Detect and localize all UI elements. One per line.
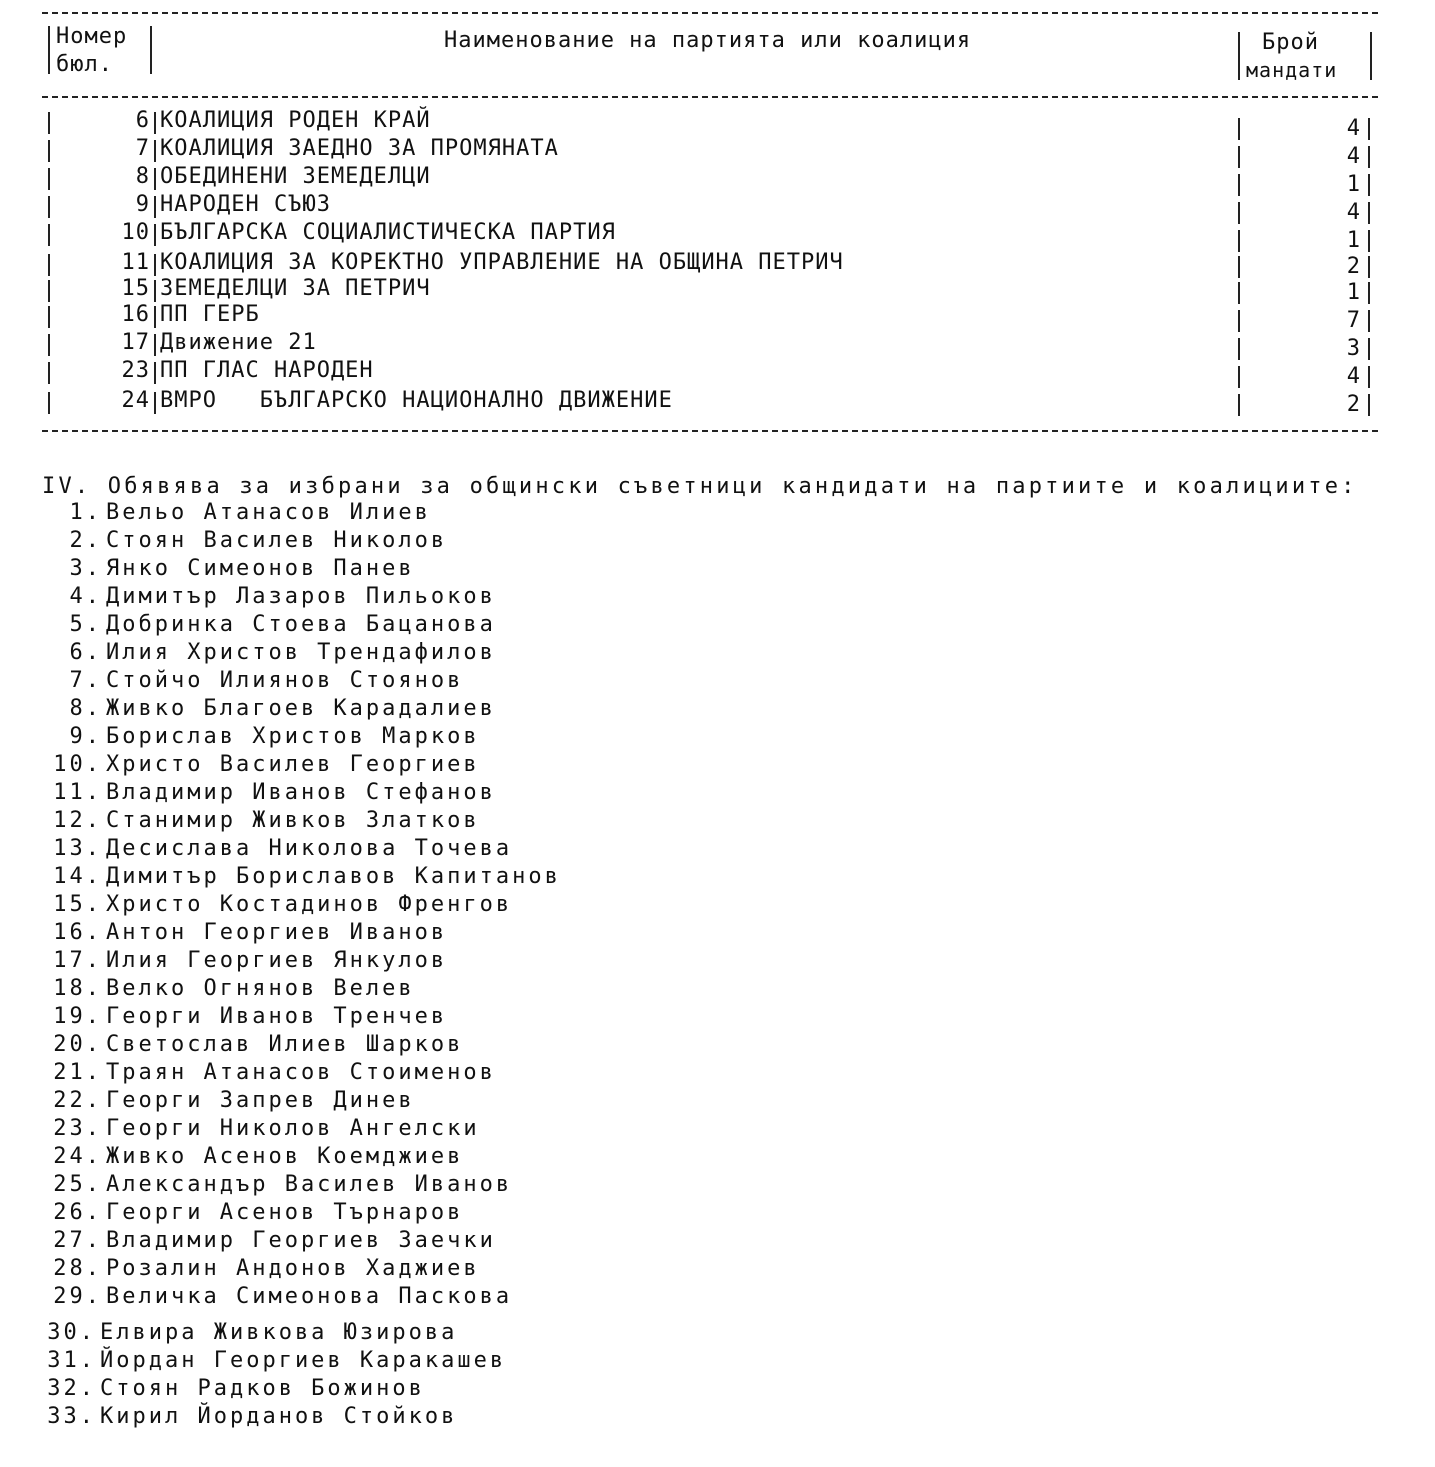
candidate-name: Светослав Илиев Шарков	[106, 1032, 464, 1057]
list-item	[40, 1284, 512, 1309]
seats-count: 4	[1346, 200, 1360, 225]
item-number: 12.	[53, 808, 102, 833]
party-name: ЗЕМЕДЕЛЦИ ЗА ПЕТРИЧ	[160, 276, 431, 301]
row-border	[154, 306, 156, 328]
list-item	[40, 1060, 496, 1085]
row-border	[1238, 394, 1240, 416]
header-seats-label-2: мандати	[1246, 58, 1338, 82]
seats-count: 1	[1346, 172, 1360, 197]
list-item	[40, 1200, 463, 1225]
list-item	[40, 1228, 496, 1253]
list-item	[40, 612, 496, 637]
item-number: 6.	[69, 640, 102, 665]
ballot-number: 6	[135, 108, 150, 133]
header-bottom-border	[42, 96, 1378, 98]
item-number: 33.	[47, 1404, 96, 1429]
candidate-name: Живко Благоев Карадалиев	[106, 696, 496, 721]
item-number: 8.	[69, 696, 102, 721]
item-number: 22.	[53, 1088, 102, 1113]
header-divider	[150, 26, 152, 74]
row-border	[1238, 366, 1240, 388]
ballot-number: 23	[121, 358, 150, 383]
table-bottom-border	[42, 430, 1378, 432]
ballot-number: 7	[135, 136, 150, 161]
ballot-number: 10	[121, 220, 150, 245]
party-name: БЪЛГАРСКА СОЦИАЛИСТИЧЕСКА ПАРТИЯ	[160, 220, 616, 245]
candidate-name: Велко Огнянов Велев	[106, 976, 415, 1001]
list-item	[34, 1376, 425, 1401]
list-item	[40, 1172, 512, 1197]
table-row	[0, 164, 1435, 197]
candidate-name: Димитър Бориславов Капитанов	[106, 864, 561, 889]
list-item	[40, 1116, 480, 1141]
row-border	[1238, 230, 1240, 252]
ballot-number: 16	[121, 302, 150, 327]
header-seats-label-1: Брой	[1262, 30, 1319, 55]
list-item	[40, 640, 496, 665]
header-divider	[1370, 32, 1372, 80]
item-number: 23.	[53, 1116, 102, 1141]
ballot-number: 24	[121, 388, 150, 413]
row-border	[154, 334, 156, 356]
item-number: 1.	[69, 500, 102, 525]
table-row	[0, 192, 1435, 225]
table-top-border	[42, 12, 1378, 14]
list-item	[40, 1032, 463, 1057]
row-border	[48, 112, 50, 134]
candidate-name: Десислава Николова Точева	[106, 836, 513, 861]
candidate-name: Добринка Стоева Бацанова	[106, 612, 496, 637]
list-item	[40, 668, 463, 693]
header-name-label: Наименование на партията или коалиция	[444, 28, 972, 53]
list-item	[34, 1404, 457, 1429]
row-border	[154, 224, 156, 246]
seats-count: 4	[1346, 116, 1360, 141]
ballot-number: 9	[135, 192, 150, 217]
list-item	[40, 976, 415, 1001]
candidate-name: Георги Асенов Търнаров	[106, 1200, 464, 1225]
row-border	[1368, 230, 1370, 252]
party-name: ПП ГЛАС НАРОДЕН	[160, 358, 374, 383]
item-number: 11.	[53, 780, 102, 805]
seats-count: 2	[1346, 392, 1360, 417]
seats-count: 1	[1346, 280, 1360, 305]
row-border	[154, 112, 156, 134]
item-number: 28.	[53, 1256, 102, 1281]
candidate-name: Христо Костадинов Френгов	[106, 892, 513, 917]
row-border	[154, 140, 156, 162]
list-item	[40, 780, 496, 805]
ballot-number: 17	[121, 330, 150, 355]
item-number: 2.	[69, 528, 102, 553]
item-number: 4.	[69, 584, 102, 609]
item-number: 5.	[69, 612, 102, 637]
seats-count: 1	[1346, 228, 1360, 253]
party-name: КОАЛИЦИЯ ЗА КОРЕКТНО УПРАВЛЕНИЕ НА ОБЩИНА ПЕТРИЧ	[160, 250, 844, 275]
list-item	[40, 1088, 415, 1113]
candidate-name: Антон Георгиев Иванов	[106, 920, 448, 945]
list-item	[40, 1144, 463, 1169]
item-number: 9.	[69, 724, 102, 749]
candidate-name: Георги Иванов Тренчев	[106, 1004, 448, 1029]
list-item	[40, 752, 480, 777]
candidate-name: Живко Асенов Коемджиев	[106, 1144, 464, 1169]
header-number-label-1: Номер	[56, 24, 128, 49]
row-border	[1368, 256, 1370, 278]
candidate-name: Траян Атанасов Стоименов	[106, 1060, 496, 1085]
candidate-name: Илия Христов Трендафилов	[106, 640, 496, 665]
seats-count: 3	[1346, 336, 1360, 361]
table-row	[0, 330, 1435, 361]
table-row	[0, 276, 1435, 304]
item-number: 18.	[53, 976, 102, 1001]
item-number: 31.	[47, 1348, 96, 1373]
ballot-number: 8	[135, 164, 150, 189]
list-item	[40, 808, 480, 833]
party-name: ПП ГЕРБ	[160, 302, 260, 327]
seats-count: 4	[1346, 144, 1360, 169]
list-item	[40, 724, 480, 749]
candidate-name: Йордан Георгиев Каракашев	[100, 1348, 507, 1373]
list-item	[40, 1256, 480, 1281]
item-number: 21.	[53, 1060, 102, 1085]
candidate-name: Георги Николов Ангелски	[106, 1116, 480, 1141]
row-border	[1368, 282, 1370, 304]
row-border	[48, 362, 50, 384]
ballot-number: 11	[121, 250, 150, 275]
table-row	[0, 108, 1435, 141]
row-border	[48, 334, 50, 356]
list-item	[40, 948, 447, 973]
item-number: 13.	[53, 836, 102, 861]
item-number: 25.	[53, 1172, 102, 1197]
list-item	[40, 836, 512, 861]
item-number: 30.	[47, 1320, 96, 1345]
candidate-name: Борислав Христов Марков	[106, 724, 480, 749]
table-row	[0, 250, 1435, 278]
row-border	[1368, 366, 1370, 388]
candidate-name: Христо Василев Георгиев	[106, 752, 480, 777]
row-border	[154, 362, 156, 384]
list-item	[40, 556, 415, 581]
item-number: 32.	[47, 1376, 96, 1401]
row-border	[48, 140, 50, 162]
row-border	[154, 280, 156, 302]
header-number-label-2: бюл.	[56, 52, 113, 77]
section-iv-title: IV. Обявява за избрани за общински съветници кандидати на партиите и коалициите:	[42, 474, 1358, 499]
item-number: 10.	[53, 752, 102, 777]
party-name: НАРОДЕН СЪЮЗ	[160, 192, 331, 217]
row-border	[48, 224, 50, 246]
item-number: 15.	[53, 892, 102, 917]
header-divider	[1238, 32, 1240, 80]
item-number: 19.	[53, 1004, 102, 1029]
candidate-name: Георги Запрев Динев	[106, 1088, 415, 1113]
candidate-name: Стойчо Илиянов Стоянов	[106, 668, 464, 693]
row-border	[1368, 394, 1370, 416]
row-border	[48, 254, 50, 276]
table-row	[0, 220, 1435, 253]
candidate-name: Станимир Живков Златков	[106, 808, 480, 833]
candidate-name: Александър Василев Иванов	[106, 1172, 513, 1197]
seats-count: 4	[1346, 364, 1360, 389]
candidate-name: Илия Георгиев Янкулов	[106, 948, 448, 973]
party-name: КОАЛИЦИЯ ЗАЕДНО ЗА ПРОМЯНАТА	[160, 136, 559, 161]
row-border	[1238, 338, 1240, 360]
candidate-name: Елвира Живкова Юзирова	[100, 1320, 458, 1345]
item-number: 3.	[69, 556, 102, 581]
item-number: 16.	[53, 920, 102, 945]
table-row	[0, 388, 1435, 416]
row-border	[48, 196, 50, 218]
item-number: 27.	[53, 1228, 102, 1253]
candidate-name: Янко Симеонов Панев	[106, 556, 415, 581]
row-border	[154, 168, 156, 190]
row-border	[1368, 338, 1370, 360]
item-number: 17.	[53, 948, 102, 973]
item-number: 14.	[53, 864, 102, 889]
list-item	[40, 864, 561, 889]
candidate-name: Владимир Георгиев Заечки	[106, 1228, 496, 1253]
party-name: КОАЛИЦИЯ РОДЕН КРАЙ	[160, 108, 431, 133]
row-border	[1368, 310, 1370, 332]
seats-count: 2	[1346, 254, 1360, 279]
candidate-name: Владимир Иванов Стефанов	[106, 780, 496, 805]
item-number: 7.	[69, 668, 102, 693]
seats-count: 7	[1346, 308, 1360, 333]
list-item	[34, 1320, 457, 1345]
list-item	[34, 1348, 506, 1373]
row-border	[48, 168, 50, 190]
row-border	[48, 280, 50, 302]
row-border	[1238, 256, 1240, 278]
table-row	[0, 358, 1435, 389]
candidate-name: Стоян Радков Божинов	[100, 1376, 425, 1401]
party-name: ОБЕДИНЕНИ ЗЕМЕДЕЛЦИ	[160, 164, 431, 189]
row-border	[154, 196, 156, 218]
row-border	[154, 254, 156, 276]
candidate-name: Розалин Андонов Хаджиев	[106, 1256, 480, 1281]
party-name: ВМРО БЪЛГАРСКО НАЦИОНАЛНО ДВИЖЕНИЕ	[160, 388, 673, 413]
candidate-name: Стоян Василев Николов	[106, 528, 448, 553]
list-item	[40, 528, 447, 553]
item-number: 29.	[53, 1284, 102, 1309]
list-item	[40, 500, 431, 525]
list-item	[40, 920, 447, 945]
row-border	[154, 392, 156, 414]
list-item	[40, 1004, 447, 1029]
item-number: 26.	[53, 1200, 102, 1225]
list-item	[40, 584, 496, 609]
candidate-name: Кирил Йорданов Стойков	[100, 1404, 458, 1429]
item-number: 20.	[53, 1032, 102, 1057]
candidate-name: Димитър Лазаров Пильоков	[106, 584, 496, 609]
candidate-name: Вельо Атанасов Илиев	[106, 500, 431, 525]
ballot-number: 15	[121, 276, 150, 301]
row-border	[48, 392, 50, 414]
table-row	[0, 136, 1435, 169]
row-border	[1238, 310, 1240, 332]
item-number: 24.	[53, 1144, 102, 1169]
header-divider	[48, 26, 50, 74]
row-border	[1238, 282, 1240, 304]
list-item	[40, 696, 496, 721]
party-name: Движение 21	[160, 330, 317, 355]
candidate-name: Величка Симеонова Паскова	[106, 1284, 513, 1309]
list-item	[40, 892, 512, 917]
row-border	[48, 306, 50, 328]
table-row	[0, 302, 1435, 333]
